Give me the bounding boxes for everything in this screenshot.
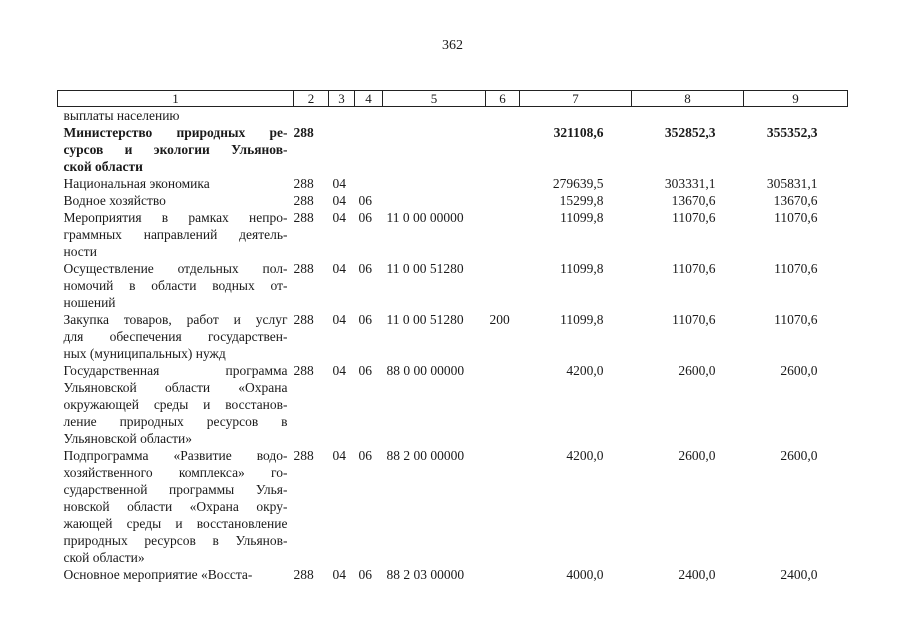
code-section: 04 <box>332 363 346 378</box>
header-cell-4: 4 <box>355 91 383 107</box>
amount-col-8: 2600,0 <box>678 448 716 463</box>
header-cell-7: 7 <box>520 91 632 107</box>
code-section <box>329 107 355 125</box>
row-name-line: новской области «Охрана окру- <box>63 499 288 514</box>
row-name-line: Национальная экономика <box>63 176 210 191</box>
row-name-line: ности <box>63 244 97 259</box>
code-target-article: 88 2 00 00000 <box>386 448 465 463</box>
table-row <box>58 209 848 260</box>
amount-col-8: 11070,6 <box>672 210 716 225</box>
row-name <box>58 362 294 447</box>
code-target-article: 88 2 03 00000 <box>386 567 465 582</box>
table-row <box>58 566 848 583</box>
code-section: 04 <box>332 261 346 276</box>
table-body <box>58 107 848 584</box>
row-name-line: сурсов и экологии Ульянов- <box>63 142 288 157</box>
row-name-line: Мероприятия в рамках непро- <box>63 210 288 225</box>
code-chapter: 288 <box>293 210 314 225</box>
code-subsection <box>355 175 383 192</box>
code-expense-type <box>486 175 520 192</box>
row-name-line: номочий в области водных от- <box>63 278 288 293</box>
row-name-line: Подпрограмма «Развитие водо- <box>63 448 288 463</box>
amount-col-9: 355352,3 <box>766 125 818 140</box>
code-target-article: 11 0 00 51280 <box>386 312 464 327</box>
row-name-line: Ульяновской области «Охрана <box>63 380 288 395</box>
row-name <box>58 209 294 260</box>
row-name-line: ской области» <box>63 550 145 565</box>
header-cell-5: 5 <box>383 91 486 107</box>
row-name <box>58 311 294 362</box>
row-name-line: выплаты населению <box>63 108 180 123</box>
row-name <box>58 260 294 311</box>
table-row <box>58 107 848 125</box>
row-name <box>58 447 294 566</box>
table-header <box>58 91 848 107</box>
amount-col-7: 11099,8 <box>560 210 604 225</box>
code-target-article <box>383 107 486 125</box>
row-name-line: Водное хозяйство <box>63 193 166 208</box>
row-name-line: ление природных ресурсов в <box>63 414 288 429</box>
header-cell-8: 8 <box>632 91 744 107</box>
code-chapter: 288 <box>293 363 314 378</box>
table-row <box>58 260 848 311</box>
page-number: 362 <box>442 38 463 53</box>
row-name-line: ных (муниципальных) нужд <box>63 346 226 361</box>
amount-col-7: 279639,5 <box>552 176 604 191</box>
row-name-line: Основное мероприятие «Восста- <box>63 567 253 582</box>
header-cell-1: 1 <box>58 91 294 107</box>
table-row <box>58 447 848 566</box>
row-name-line: сударственной программы Улья- <box>63 482 288 497</box>
code-section: 04 <box>332 312 346 327</box>
row-name <box>58 192 294 209</box>
code-target-article: 11 0 00 00000 <box>386 210 464 225</box>
row-name-line: жающей среды и восстановление <box>63 516 288 531</box>
amount-col-7 <box>520 107 632 125</box>
row-name-line: граммных направлений деятель- <box>63 227 288 242</box>
row-name-line: Министерство природных ре- <box>63 125 288 140</box>
code-subsection: 06 <box>358 312 372 327</box>
code-subsection: 06 <box>358 261 372 276</box>
code-expense-type <box>486 124 520 175</box>
table-row <box>58 124 848 175</box>
amount-col-9: 305831,1 <box>766 176 818 191</box>
code-chapter: 288 <box>293 312 314 327</box>
budget-table <box>57 90 848 583</box>
code-chapter: 288 <box>293 176 314 191</box>
table-row <box>58 192 848 209</box>
row-name-line: ношений <box>63 295 116 310</box>
code-expense-type <box>486 362 520 447</box>
amount-col-9: 11070,6 <box>774 261 818 276</box>
amount-col-8 <box>632 107 744 125</box>
amount-col-9: 2400,0 <box>780 567 818 582</box>
amount-col-8: 11070,6 <box>672 261 716 276</box>
code-chapter: 288 <box>293 125 314 140</box>
code-section: 04 <box>332 176 346 191</box>
amount-col-7: 4200,0 <box>566 448 604 463</box>
code-section: 04 <box>332 210 346 225</box>
table-row <box>58 311 848 362</box>
code-subsection: 06 <box>358 210 372 225</box>
row-name-line: для обеспечения государствен- <box>63 329 288 344</box>
amount-col-9 <box>744 107 848 125</box>
code-target-article <box>383 192 486 209</box>
table-row <box>58 362 848 447</box>
code-section: 04 <box>332 448 346 463</box>
header-cell-9: 9 <box>744 91 848 107</box>
row-name <box>58 175 294 192</box>
code-chapter: 288 <box>293 261 314 276</box>
code-section: 04 <box>332 193 346 208</box>
code-subsection: 06 <box>358 567 372 582</box>
amount-col-8: 303331,1 <box>664 176 716 191</box>
code-expense-type <box>486 107 520 125</box>
amount-col-8: 13670,6 <box>671 193 716 208</box>
code-chapter: 288 <box>293 567 314 582</box>
code-target-article: 88 0 00 00000 <box>386 363 465 378</box>
code-section <box>329 124 355 175</box>
header-row <box>58 91 848 107</box>
code-subsection <box>355 124 383 175</box>
row-name-line: хозяйственного комплекса» го- <box>63 465 288 480</box>
code-chapter: 288 <box>293 448 314 463</box>
code-expense-type <box>486 260 520 311</box>
code-subsection: 06 <box>358 363 372 378</box>
code-subsection: 06 <box>358 448 372 463</box>
row-name-line: Государственная программа <box>63 363 288 378</box>
row-name-line: окружающей среды и восстанов- <box>63 397 288 412</box>
amount-col-7: 321108,6 <box>553 125 604 140</box>
code-expense-type: 200 <box>489 312 510 327</box>
amount-col-8: 2400,0 <box>678 567 716 582</box>
row-name <box>58 107 294 125</box>
code-subsection: 06 <box>358 193 372 208</box>
amount-col-8: 352852,3 <box>664 125 716 140</box>
header-cell-3: 3 <box>329 91 355 107</box>
row-name <box>58 566 294 583</box>
amount-col-8: 2600,0 <box>678 363 716 378</box>
code-target-article: 11 0 00 51280 <box>386 261 464 276</box>
code-target-article <box>383 124 486 175</box>
code-chapter <box>294 107 329 125</box>
code-chapter: 288 <box>293 193 314 208</box>
row-name-line: Ульяновской области» <box>63 431 193 446</box>
header-cell-6: 6 <box>486 91 520 107</box>
row-name-line: природных ресурсов в Ульянов- <box>63 533 288 548</box>
code-expense-type <box>486 447 520 566</box>
code-expense-type <box>486 209 520 260</box>
code-target-article <box>383 175 486 192</box>
amount-col-7: 4200,0 <box>566 363 604 378</box>
row-name-line: Закупка товаров, работ и услуг <box>63 312 288 327</box>
amount-col-9: 2600,0 <box>780 448 818 463</box>
code-section: 04 <box>332 567 346 582</box>
amount-col-7: 4000,0 <box>566 567 604 582</box>
row-name <box>58 124 294 175</box>
amount-col-9: 2600,0 <box>780 363 818 378</box>
code-expense-type <box>486 192 520 209</box>
amount-col-9: 11070,6 <box>774 312 818 327</box>
amount-col-9: 11070,6 <box>774 210 818 225</box>
amount-col-7: 11099,8 <box>560 312 604 327</box>
amount-col-8: 11070,6 <box>672 312 716 327</box>
row-name-line: ской области <box>63 159 143 174</box>
table-row <box>58 175 848 192</box>
header-cell-2: 2 <box>294 91 329 107</box>
row-name-line: Осуществление отдельных пол- <box>63 261 288 276</box>
amount-col-7: 15299,8 <box>559 193 604 208</box>
amount-col-7: 11099,8 <box>560 261 604 276</box>
amount-col-9: 13670,6 <box>773 193 818 208</box>
code-expense-type <box>486 566 520 583</box>
code-subsection <box>355 107 383 125</box>
